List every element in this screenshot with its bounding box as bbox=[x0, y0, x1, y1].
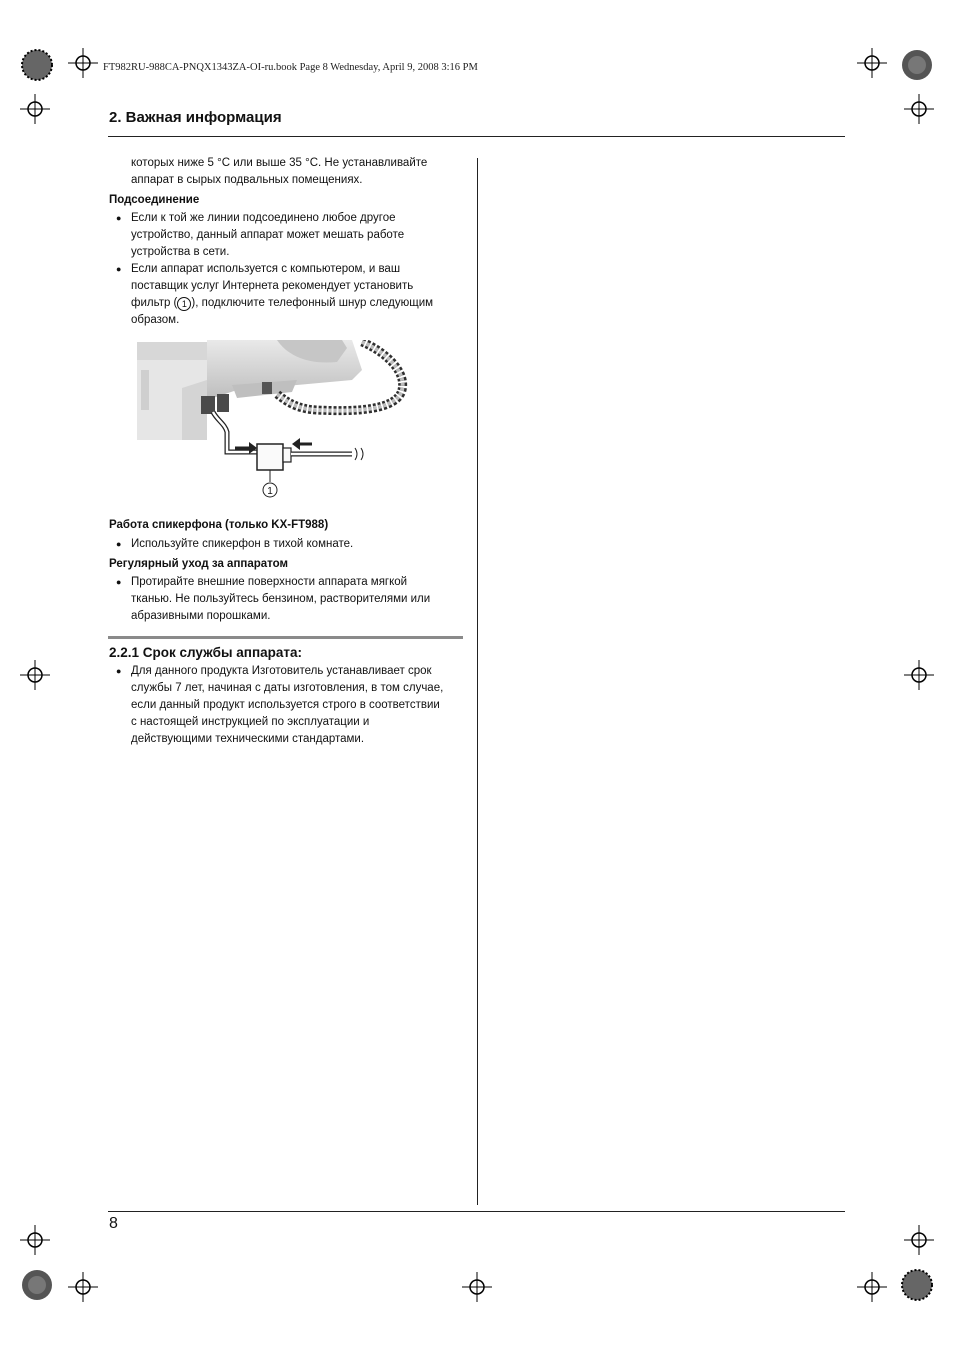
print-header: FT982RU-988CA-PNQX1343ZA-OI-ru.book Page 8 Wednesday, April 9, 2008 3:16 PM bbox=[103, 62, 478, 73]
bullet-line: абразивными порошками. bbox=[131, 610, 271, 622]
footer-rule bbox=[108, 1211, 845, 1212]
column-divider bbox=[477, 158, 478, 1205]
service-life-bullet-1 bbox=[116, 663, 466, 748]
bullet-line: с настоящей инструкцией по эксплуатации и bbox=[131, 716, 370, 728]
bullet-icon: ● bbox=[116, 666, 122, 676]
bullet-line: тканью. Не пользуйтесь бензином, растворителями или bbox=[131, 593, 431, 605]
target-mark-bottom-center bbox=[462, 1272, 492, 1302]
page-number: 8 bbox=[109, 1215, 118, 1232]
bullet-line: поставщик услуг Интернета рекомендует установить bbox=[131, 280, 414, 292]
speakerphone-heading: Работа спикерфона (только KX-FT988) bbox=[109, 519, 329, 531]
target-mark-right-mid bbox=[904, 660, 934, 690]
connection-bullet-1 bbox=[116, 210, 466, 261]
crop-mark-bottom-right bbox=[900, 1268, 934, 1302]
bullet-text-fragment: ), подключите телефонный шнур следующим bbox=[191, 297, 434, 309]
target-mark-right-1 bbox=[904, 94, 934, 124]
bullet-line: Если к той же линии подсоединено любое другое bbox=[131, 212, 396, 224]
bullet-icon: ● bbox=[116, 264, 122, 274]
bullet-line: Используйте спикерфон в тихой комнате. bbox=[131, 538, 354, 550]
target-mark-bottom-2 bbox=[857, 1272, 887, 1302]
target-mark-top-1 bbox=[68, 48, 98, 78]
speakerphone-bullet-1 bbox=[116, 536, 466, 553]
target-mark-top-2 bbox=[857, 48, 887, 78]
section-title: 2. Важная информация bbox=[109, 109, 282, 126]
subsection-rule bbox=[108, 636, 463, 639]
circled-number-1: 1 bbox=[177, 297, 191, 311]
connection-bullet-2 bbox=[116, 261, 466, 329]
crop-mark-top-right bbox=[900, 48, 934, 82]
care-heading: Регулярный уход за аппаратом bbox=[109, 558, 289, 570]
target-mark-left-2 bbox=[20, 1225, 50, 1255]
bullet-line bbox=[131, 295, 466, 312]
figure-callout-1: 1 bbox=[267, 486, 273, 497]
bullet-line: устройства в сети. bbox=[131, 246, 230, 258]
crop-mark-top-left bbox=[20, 48, 54, 82]
service-life-title: 2.2.1 Срок службы аппарата: bbox=[109, 645, 302, 660]
target-mark-right-2 bbox=[904, 1225, 934, 1255]
bullet-icon: ● bbox=[116, 213, 122, 223]
bullet-line: образом. bbox=[131, 314, 180, 326]
bullet-line: действующими техническими стандартами. bbox=[131, 733, 365, 745]
bullet-line: службы 7 лет, начиная с даты изготовления, в том случае, bbox=[131, 682, 444, 694]
intro-text bbox=[131, 155, 466, 189]
bullet-line: если данный продукт используется строго в соответствии bbox=[131, 699, 440, 711]
target-mark-left-1 bbox=[20, 94, 50, 124]
bullet-icon: ● bbox=[116, 577, 122, 587]
connection-illustration bbox=[137, 340, 417, 505]
connection-heading: Подсоединение bbox=[109, 194, 200, 206]
bullet-icon: ● bbox=[116, 539, 122, 549]
intro-line: аппарат в сырых подвальных помещениях. bbox=[131, 174, 363, 186]
care-bullet-1 bbox=[116, 574, 466, 625]
bullet-line: устройство, данный аппарат может мешать работе bbox=[131, 229, 405, 241]
bullet-text-fragment: фильтр ( bbox=[131, 297, 178, 309]
bullet-line: Для данного продукта Изготовитель устанавливает срок bbox=[131, 665, 432, 677]
target-mark-bottom-1 bbox=[68, 1272, 98, 1302]
header-rule bbox=[108, 136, 845, 137]
bullet-line: Если аппарат используется с компьютером, и ваш bbox=[131, 263, 401, 275]
intro-line: которых ниже 5 °C или выше 35 °C. Не устанавливайте bbox=[131, 157, 428, 169]
target-mark-left-mid bbox=[20, 660, 50, 690]
crop-mark-bottom-left bbox=[20, 1268, 54, 1302]
bullet-line: Протирайте внешние поверхности аппарата мягкой bbox=[131, 576, 408, 588]
